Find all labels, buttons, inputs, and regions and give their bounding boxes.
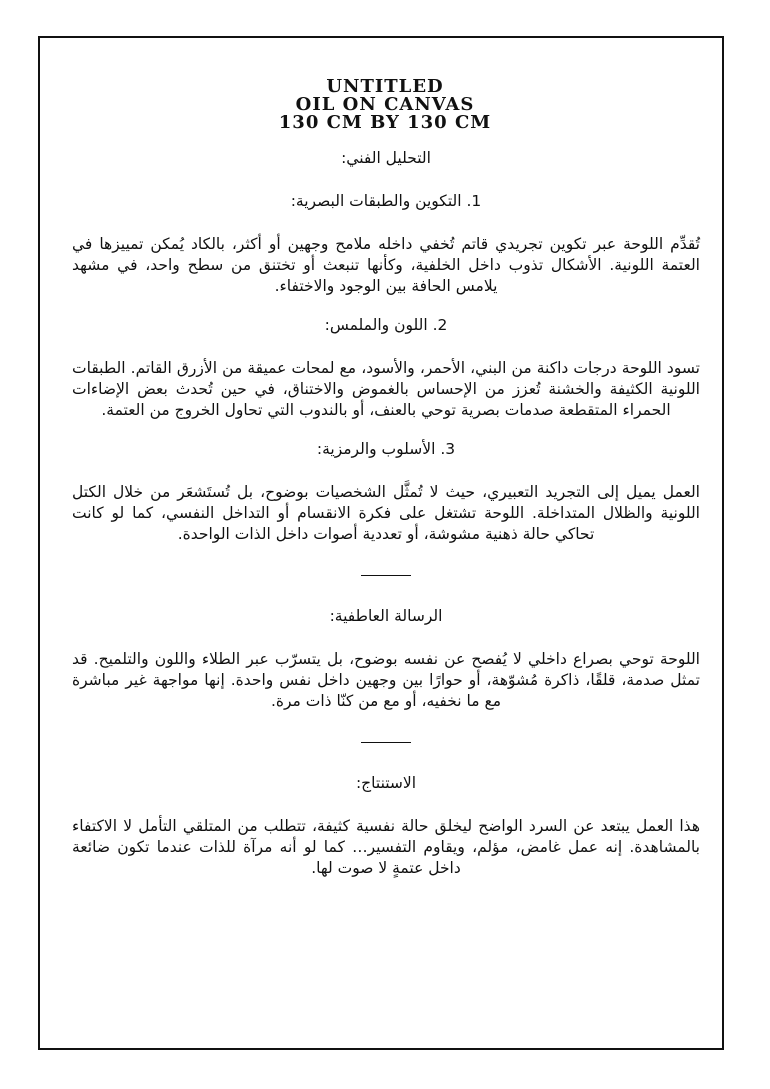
artwork-title: UNTITLED <box>326 76 444 97</box>
artwork-medium: OIL ON CANVAS <box>295 94 475 115</box>
analysis-text <box>72 148 700 879</box>
conclusion-heading: الاستنتاج: <box>355 774 417 792</box>
section-1-heading: 1. التكوين والطبقات البصرية: <box>290 192 482 210</box>
artwork-dimensions: 130 CM BY 130 CM <box>278 112 492 133</box>
artwork-header <box>0 78 770 132</box>
section-2-body: تسود اللوحة درجات داكنة من البني، الأحمر، والأسود، مع لمحات عميقة من الأزرق القاتم. الطبقات اللونية الكثيفة والخشنة تُعزز من الإحساس بالغموض والاختناق، في حين تُحدث بعض الإضاءات الحمراء المتقطعة صدمات بصرية توحي بالعنف، أو بالندوب التي تحاول الخروج من العتمة. <box>72 359 700 419</box>
section-3-body: العمل يميل إلى التجريد التعبيري، حيث لا تُمثَّل الشخصيات بوضوح، بل تُستَشعَر من خلال الكتل اللونية والظلال المتداخلة. اللوحة تشتغل على فكرة الانقسام أو التداخل النفسي، كما لو كانت تحاكي حالة ذهنية مشوشة، أو تعددية أصوات داخل الذات الواحدة. <box>72 483 700 543</box>
section-1-body: تُقدِّم اللوحة عبر تكوين تجريدي قاتم تُخفي داخله ملامح وجهين أو أكثر، بالكاد يُمكن تمييزها في العتمة اللونية. الأشكال تذوب داخل الخلفية، وكأنها تنبعث أو تختنق من سطح واحد، في مشهد يلامس الحافة بين الوجود والاختفاء. <box>72 235 700 295</box>
emotional-heading: الرسالة العاطفية: <box>329 607 443 625</box>
section-2-heading: 2. اللون والملمس: <box>324 316 448 334</box>
section-3-heading: 3. الأسلوب والرمزية: <box>316 440 456 458</box>
emotional-body: اللوحة توحي بصراع داخلي لا يُفصح عن نفسه بوضوح، بل يتسرّب عبر الطلاء واللون والتلميح. قد تمثل صدمة، قلقًا، ذاكرة مُشوّهة، أو حوارًا بين وجهين داخل نفس واحدة. إنها مواجهة غير مباشرة مع ما نخفيه، أو مع من كنّا ذات مرة. <box>72 650 700 710</box>
intro-heading: التحليل الفني: <box>341 149 431 167</box>
conclusion-body: هذا العمل يبتعد عن السرد الواضح ليخلق حالة نفسية كثيفة، تتطلب من المتلقي التأمل لا الاكتفاء بالمشاهدة. إنه عمل غامض، مؤلم، ويقاوم التفسير… كما لو أنه مرآة للذات عندما تكون ضائعة داخل عتمةٍ لا صوت لها. <box>72 817 700 877</box>
